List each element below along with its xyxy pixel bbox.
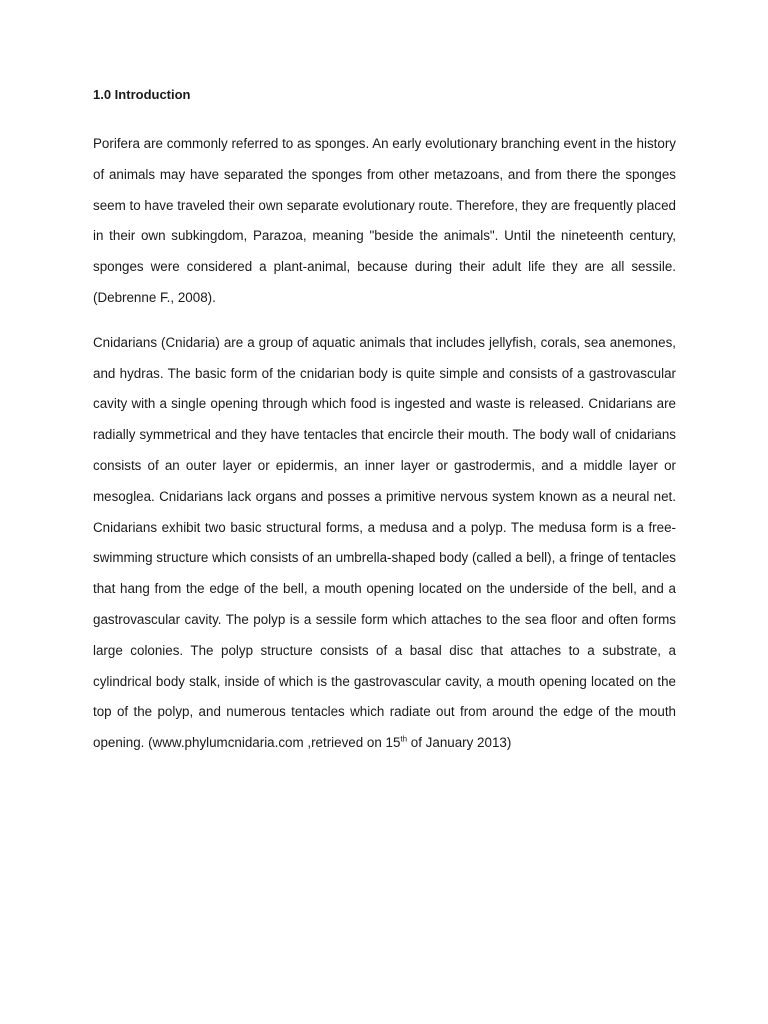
paragraph-cnidarians-tail: of January 2013) bbox=[407, 735, 512, 751]
paragraph-cnidarians bbox=[93, 328, 676, 759]
paragraph-porifera: Porifera are commonly referred to as sponges. An early evolutionary branching event in the history of animals may have separated the sponges from other metazoans, and from there the sponges seem to have traveled their own separate evolutionary route. Therefore, they are frequently placed in their own subkingdom, Parazoa, meaning "beside the animals". Until the nineteenth century, sponges were considered a plant-animal, because during their adult life they are all sessile. (Debrenne F., 2008). bbox=[93, 136, 676, 305]
section-heading: 1.0 Introduction bbox=[93, 87, 191, 102]
document-body bbox=[93, 86, 676, 773]
paragraph-cnidarians-text: Cnidarians (Cnidaria) are a group of aquatic animals that includes jellyfish, corals, sea anemones, and hydras. The basic form of the cnidarian body is quite simple and consists of a gastrovascular cavity with a single opening through which food is ingested and waste is released. Cnidarians are radially symmetrical and they have tentacles that encircle their mouth. The body wall of cnidarians consists of an outer layer or epidermis, an inner layer or gastrodermis, and a middle layer or mesoglea. Cnidarians lack organs and posses a primitive nervous system known as a neural net. Cnidarians exhibit two basic structural forms, a medusa and a polyp. The medusa form is a free-swimming structure which consists of an umbrella-shaped body (called a bell), a fringe of tentacles that hang from the edge of the bell, a mouth opening located on the underside of the bell, and a gastrovascular cavity. The polyp is a sessile form which attaches to the sea floor and often forms large colonies. The polyp structure consists of a basal disc that attaches to a substrate, a cylindrical body stalk, inside of which is the gastrovascular cavity, a mouth opening located on the top of the polyp, and numerous tentacles which radiate out from around the edge of the mouth opening. (www.phylumcnidaria.com ,retrieved on 15 bbox=[93, 334, 676, 751]
ordinal-superscript: th bbox=[400, 734, 408, 744]
